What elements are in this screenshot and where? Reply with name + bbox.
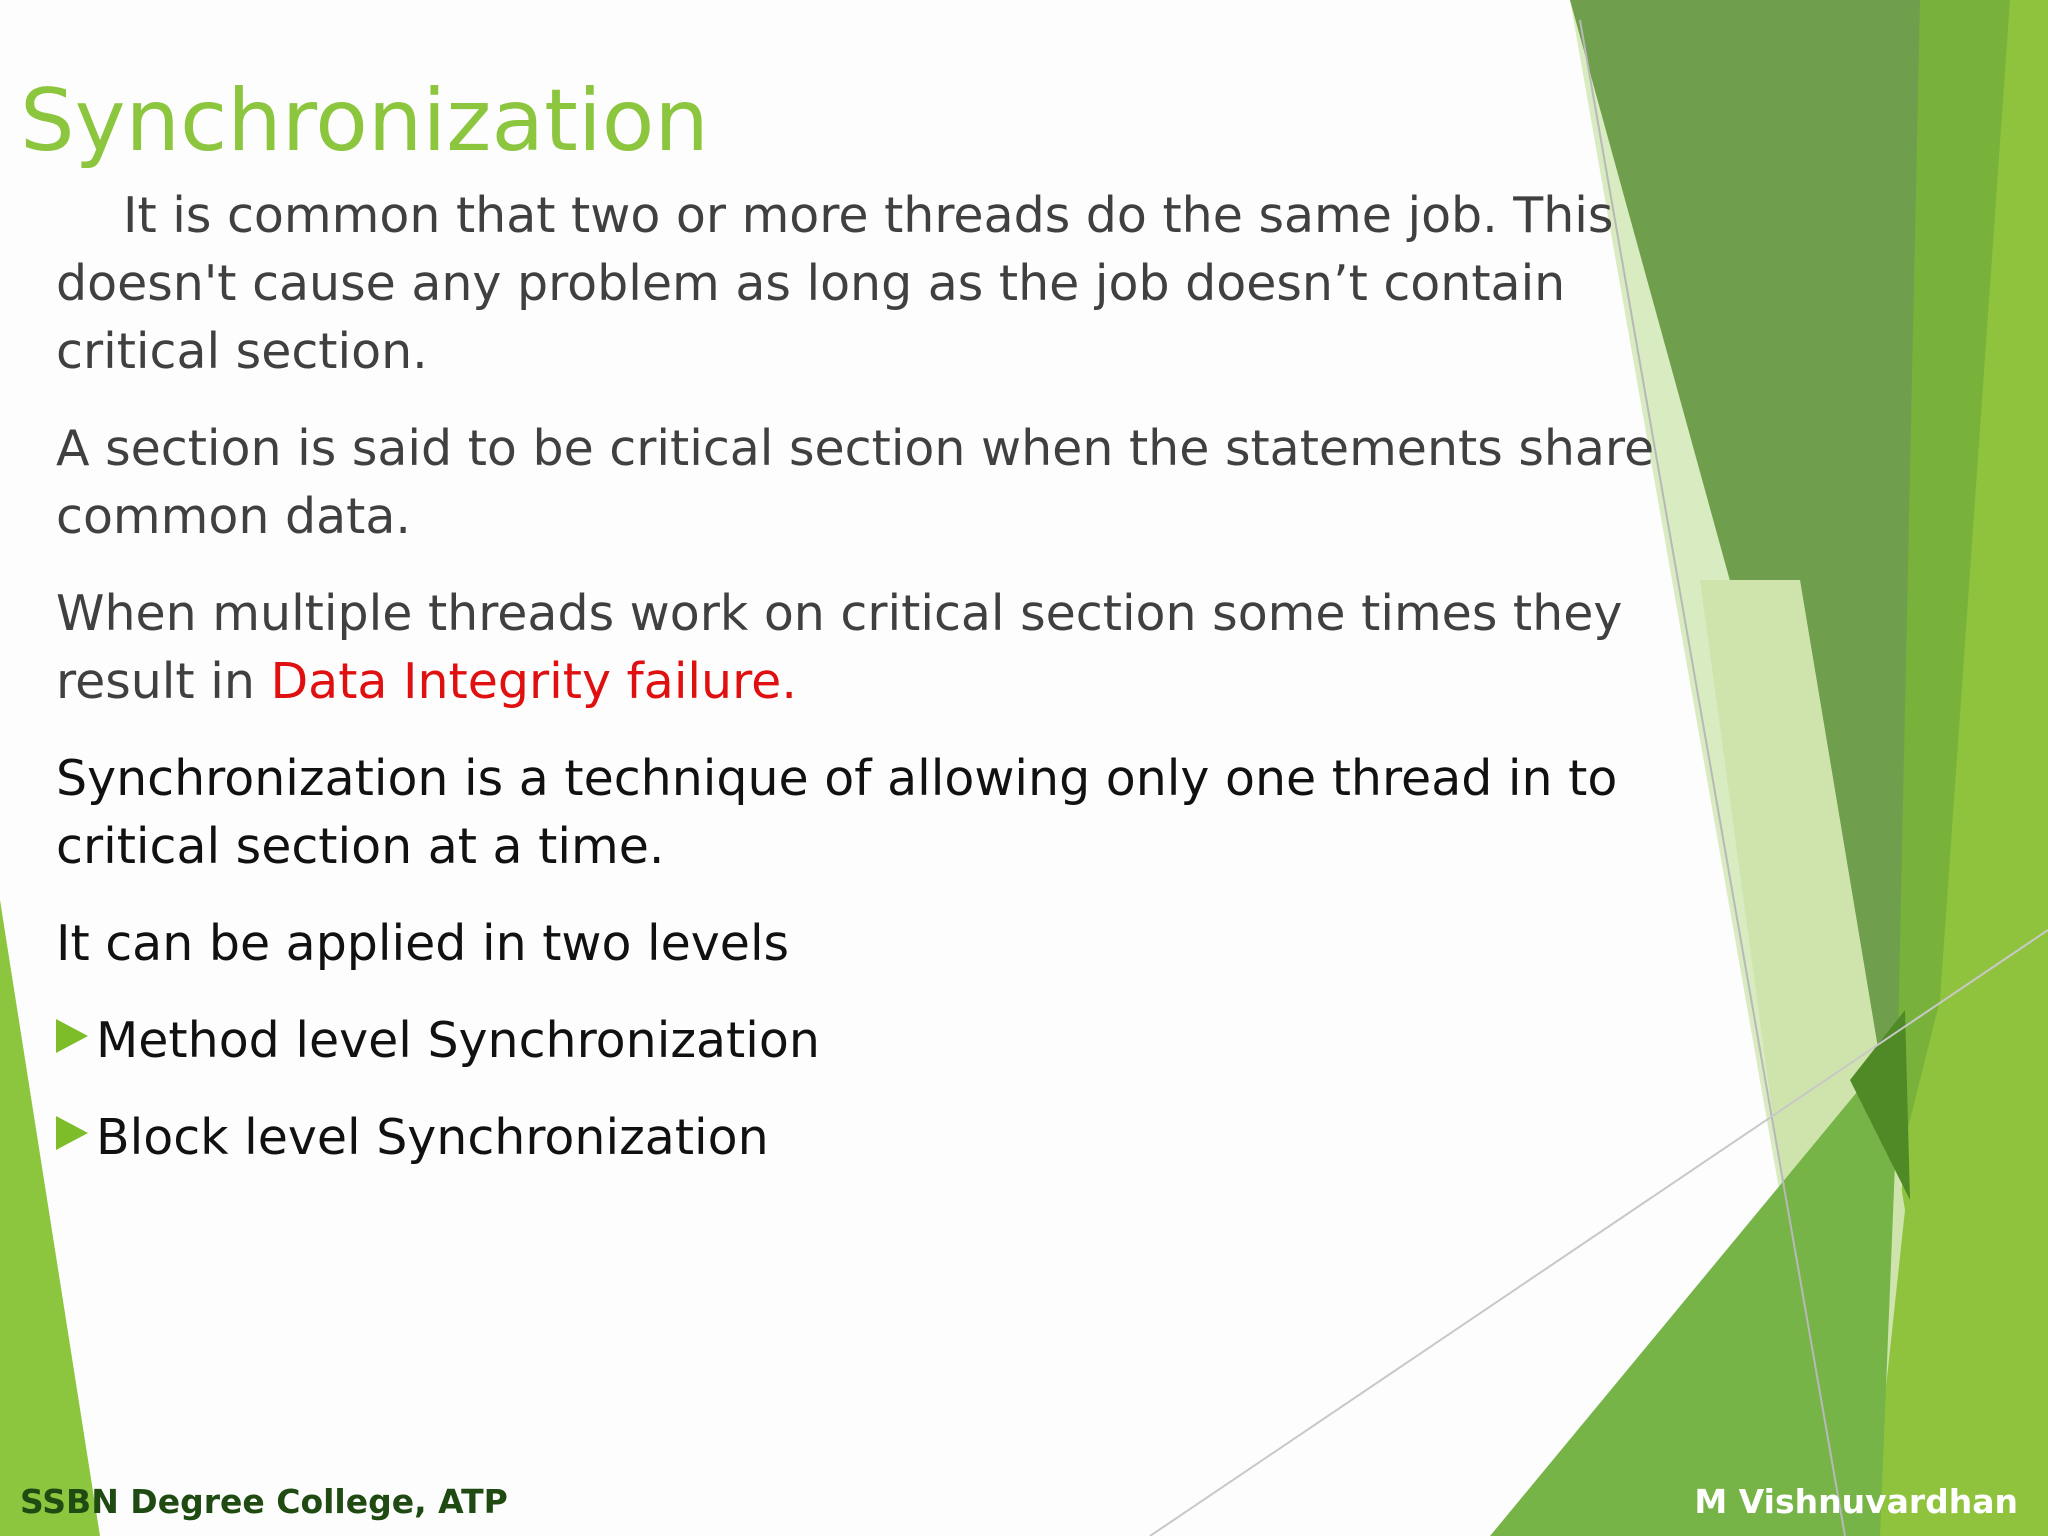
data-integrity-lead-text: When multiple threads work on critical section some times they result in — [56, 585, 1623, 710]
footer-college: SSBN Degree College, ATP — [20, 1482, 508, 1521]
bullet-method-level — [56, 1007, 1696, 1075]
bullet-block-level-label: Block level Synchronization — [96, 1109, 769, 1166]
slide-body — [56, 182, 1696, 1201]
paragraph-threads-same-job: It is common that two or more threads do the same job. This doesn't cause any problem as long as the job doesn’t contain critical section. — [56, 187, 1614, 380]
data-integrity-highlight: Data Integrity failure. — [270, 653, 797, 710]
paragraph-critical-section-definition: A section is said to be critical section when the statements share common data. — [56, 420, 1655, 545]
paragraph-data-integrity — [56, 580, 1696, 716]
footer-author: M Vishnuvardhan — [1694, 1482, 2018, 1521]
bullet-block-level — [56, 1104, 1696, 1172]
paragraph-two-levels: It can be applied in two levels — [56, 915, 790, 972]
paragraph-synchronization-definition: Synchronization is a technique of allowing only one thread in to critical section at a time. — [56, 750, 1618, 875]
bullet-triangle-icon — [56, 1019, 88, 1053]
bullet-triangle-icon — [56, 1116, 88, 1150]
slide-title: Synchronization — [20, 71, 709, 171]
bullet-method-level-label: Method level Synchronization — [96, 1012, 820, 1069]
